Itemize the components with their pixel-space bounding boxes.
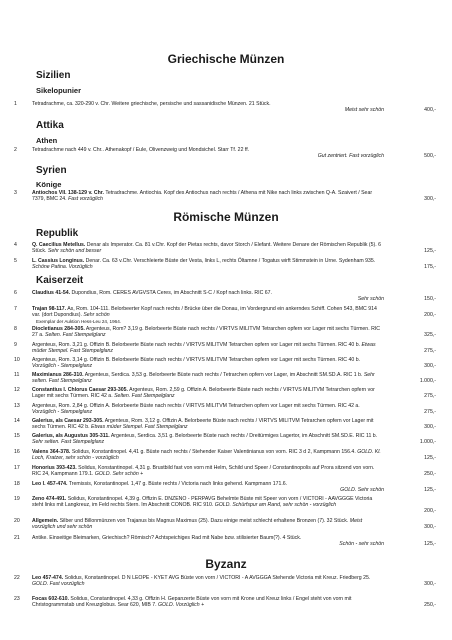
lot-item (14, 418, 436, 432)
lot-number: 21 (14, 535, 20, 541)
lot-price: 300,- (424, 424, 436, 430)
lot-description: Antiochos VII. 138-129 v. Chr. Tetradrachme. Antiochia. Kopf des Antiochus nach rechts / Athena mit Nike nach links zwischen Q-A. Szaivert / Sear 7379, BMC 24. Fast vorzüglich (32, 190, 373, 203)
lot-price: 250,- (424, 602, 436, 608)
lot-number: 19 (14, 496, 20, 502)
lot-item (14, 147, 436, 161)
lot-description: Leo 457-474. Solidus, Konstantinopel. D N LEOPE - KYET AVG Büste von vorn / VICTORI - A AVGGGA Stehende Victoria mit Kreuz. Friedberg 25. GOLD. Fast vorzüglich (32, 575, 371, 588)
section-sizilien: Sizilien (36, 70, 71, 81)
heading-byzanz: Byzanz (205, 557, 247, 571)
lot-description: Argenteus, Rom. 2,84 g. Offizin A. Belorbeerte Büste nach rechts / VIRTVS MILITVM Tetrarchen opfern vor Lager mit sechs Türmen. RIC 42 a. Vorzüglich - Stempelglanz (32, 403, 360, 416)
lot-item (14, 387, 436, 401)
lot-item (14, 306, 436, 320)
lot-item (14, 242, 436, 256)
section-republik: Republik (36, 228, 79, 239)
lot-price: 250,- (424, 471, 436, 477)
lot-number: 14 (14, 418, 20, 424)
lot-number: 7 (14, 306, 17, 312)
lot-item (14, 101, 436, 115)
lot-price: 125,- (424, 541, 436, 547)
subsection-sikelopunier: Sikelopunier (36, 86, 82, 95)
lot-price: 1.000,- (419, 439, 436, 445)
lot-number: 16 (14, 449, 20, 455)
lot-price: 125,- (424, 455, 436, 461)
section-kaiserzeit: Kaiserzeit (36, 275, 84, 286)
lot-number: 9 (14, 342, 17, 348)
lot-number: 4 (14, 242, 17, 248)
lot-item (14, 403, 436, 417)
lot-price: 300,- (424, 363, 436, 369)
lot-item (14, 449, 436, 463)
lot-price: 300,- (424, 524, 436, 530)
lot-price: 150,- (424, 296, 436, 302)
lot-description: Zeno 474-491. Solidus, Konstantinopel. 4,39 g. Offizin E. DNZENO - PERPAVG Behelmte Büste mit Speer von vorn / VICTORI - AAVGGGE Victoria steht links mit Langkreuz, im Feld rechts Stern. Im Abschnitt CONOB. RIC 910. GOLD. Schürfspur am Rand, sehr schön - vorzüglich (32, 496, 373, 509)
lot-number: 22 (14, 575, 20, 581)
lot-number: 2 (14, 147, 17, 153)
lot-item (14, 465, 436, 479)
lot-number: 15 (14, 433, 20, 439)
lot-description: Galerius, als Caesar 293-305. Argenteus, Rom. 3,12 g. Offizin A. Belorbeerte Büste nach rechts / VIRTVS MILITVM Tetrarchen opfern vor Lager mit sechs Türmen. RIC 42 b. Etwas müder Stempel. Fast Stempelglanz (32, 418, 374, 431)
lot-price: 1.000,- (419, 378, 436, 384)
lot-price: 200,- (424, 508, 436, 514)
lot-description: Argenteus, Rom. 3,14 g. Offizin B. Belorbeerte Büste nach rechts / VIRTVS MILITVM Tetrarchen opfern vor Lager mit sechs Türmen. RIC 40 b. Vorzüglich - Stempelglanz (32, 357, 361, 370)
lot-number: 3 (14, 190, 17, 196)
lot-item (14, 190, 436, 204)
provenance-note: Exemplar der Auktion Hess-Leu 24, 1964. (36, 319, 122, 324)
lot-item (14, 258, 436, 272)
lot-number: 18 (14, 481, 20, 487)
lot-item (14, 372, 436, 386)
lot-price: 275,- (424, 348, 436, 354)
lot-price: 275,- (424, 409, 436, 415)
heading-roman: Römische Münzen (173, 210, 279, 224)
lot-description: L. Cassius Longinus. Denar. Ca. 63 v.Chr. Verschleierte Büste der Vesta, links L, rechts Öltamne / Togatus wirft Stimmstein in Urne. Sydenham 935. Schöne Patina. Vorzüglich (32, 258, 376, 271)
lot-description: Diocletianus 284-305. Argenteus, Rom? 3,19 g. Belorbeerte Büste nach rechts / VIRTVS MILITVM Tetrarchen opfern vor Lager mit sechs Türmen. RIC 27 a. Selten. Fast Stempelglanz (32, 326, 381, 339)
lot-number: 10 (14, 357, 20, 363)
lot-price: 300,- (424, 581, 436, 587)
lot-price: 125,- (424, 248, 436, 254)
lot-description: Galerius, als Augustus 305-311. Argenteus, Serdica. 3,51 g. Belorbeerte Büste nach rechts / Dreitürmiges Lagertor, im Abschnitt SM.SD.E. RIC 11 b. Sehr selten. Fast Stempelglanz (32, 433, 378, 446)
lot-item (14, 433, 436, 447)
lot-price: 175,- (424, 264, 436, 270)
lot-description: Leo I. 457-474. Tremissis, Konstantinopel. 1,47 g. Büste rechts / Victoria nach links gehend. Kampmann 171.6. GOLD. Sehr schön (32, 481, 384, 494)
lot-item (14, 518, 436, 532)
lot-description: Tetradrachme nach 449 v. Chr.. Athenakopf / Eule, Olivenzweig und Mondsichel. Starr Tf. 22 ff. Gut zentriert. Fast vorzüglich (32, 147, 384, 160)
lot-item (14, 481, 436, 495)
lot-price: 200,- (424, 312, 436, 318)
lot-description: Valens 364-378. Solidus, Konstantinopel. 4,41 g. Büste nach rechts / Stehender Kaiser Valentinianus von vorn. RIC 3 d 2, Kampmann 156.4. GOLD. Kl. Loch, Kratzer, sehr schön - vorzüglich (32, 449, 381, 462)
lot-number: 13 (14, 403, 20, 409)
lot-item (14, 496, 436, 516)
lot-item (14, 596, 436, 616)
lot-number: 8 (14, 326, 17, 332)
section-syrien: Syrien (36, 165, 67, 176)
lot-price: 500,- (424, 153, 436, 159)
lot-number: 1 (14, 101, 17, 107)
lot-item (14, 342, 436, 356)
lot-description: Allgemein. Silber und Billonmünzen von Trajanus bis Magnus Maximus (25). Dazu einige meist schlecht erhaltene Bronzen (7). 32 Stück. Meist vorzüglich und sehr schön (32, 518, 363, 531)
lot-number: 20 (14, 518, 20, 524)
lot-item (14, 290, 436, 304)
lot-number: 11 (14, 372, 20, 378)
lot-item (14, 357, 436, 371)
lot-price: 325,- (424, 332, 436, 338)
lot-number: 6 (14, 290, 17, 296)
lot-description: Q. Caecilius Metellus. Denar als Imperator. Ca. 81 v.Chr. Kopf der Pietas rechts, davor Storch / Elefant. Weitere Denare der Römischen Republik (5). 6 Stück. Sehr schön und besser (32, 242, 381, 255)
heading-greek: Griechische Münzen (167, 52, 285, 66)
subsection-athen: Athen (36, 136, 58, 145)
lot-price: 125,- (424, 487, 436, 493)
lot-price: 300,- (424, 196, 436, 202)
lot-description: Maximianus 286-310. Argenteus, Serdica. 3,53 g. Belorbeerte Büste nach rechts / Tetrarchen opfern vor Lager, im Abschnitt SM.SD.A. RIC 1 b. Sehr selten. Fast Stempelglanz (32, 372, 375, 385)
section-attika: Attika (36, 120, 64, 131)
lot-number: 23 (14, 596, 20, 602)
lot-description: Honorius 393-423. Solidus, Konstantinopel. 4,31 g. Brustbild fast von vorn mit Helm, Schild und Speer / Constantinopolis auf Prora sitzend von vorn. RIC 24, Kampmann 179.1. GOLD. Sehr schön + (32, 465, 375, 478)
lot-price: 400,- (424, 107, 436, 113)
lot-item (14, 535, 436, 549)
lot-number: 17 (14, 465, 20, 471)
lot-description: Focas 602-610. Solidus, Constantinopel. 4,33 g. Offizin H. Gepanzerte Büste von vorn mit Krone und Kreuz links / Engel steht von vorn mit Christogrammstab und Kreuzglobus. Sear 620, MIB 7. GOLD. Vorzüglich + (32, 596, 352, 609)
lot-item (14, 326, 436, 340)
lot-description: Constantius I. Chlorus Caesar 293-305. Argenteus, Rom. 2,59 g. Offizin A. Belorbeerte Büste nach rechts / VIRTVS MILITVM Tetrarchen opfern vor Lager mit sechs Türmen. RIC 42 a. Selten. Fast Stempelglanz (32, 387, 375, 400)
lot-description: Antike. Einseitige Bleimarken, Griechisch? Römisch? Achtspeichiges Rad mit Nabe bzw. stilisierter Baum(?). 4 Stück. Schön - sehr schön (32, 535, 384, 548)
lot-description: Trajan 98-117. As, Rom. 104-111. Belorbeerter Kopf nach rechts / Brücke über die Donau, im Vordergrund ein ankerndes Schiff. Cohen 543, BMC 914 var. (dort Dupondius). Sehr schön (32, 306, 377, 319)
subsection-koenige: Könige (36, 180, 62, 189)
lot-number: 5 (14, 258, 17, 264)
lot-item (14, 575, 436, 589)
lot-description: Claudius 41-54. Dupondius, Rom. CERES AVGVSTA Ceres, im Abschnitt S·C / Kopf nach links. RIC 67. Sehr schön (32, 290, 384, 303)
lot-description: Tetradrachme, ca. 320-290 v. Chr. Weitere griechische, persische und sassanidische Münzen. 21 Stück. Meist sehr schön (32, 101, 384, 114)
lot-price: 275,- (424, 393, 436, 399)
lot-description: Argenteus, Rom. 3,21 g. Offizin B. Belorbeerte Büste nach rechts / VIRTVS MILITVM Tetrarchen opfern vor Lager mit sechs Türmen. RIC 40 b. Etwas müder Stempel. Fast Stempelglanz (32, 342, 376, 355)
lot-number: 12 (14, 387, 20, 393)
